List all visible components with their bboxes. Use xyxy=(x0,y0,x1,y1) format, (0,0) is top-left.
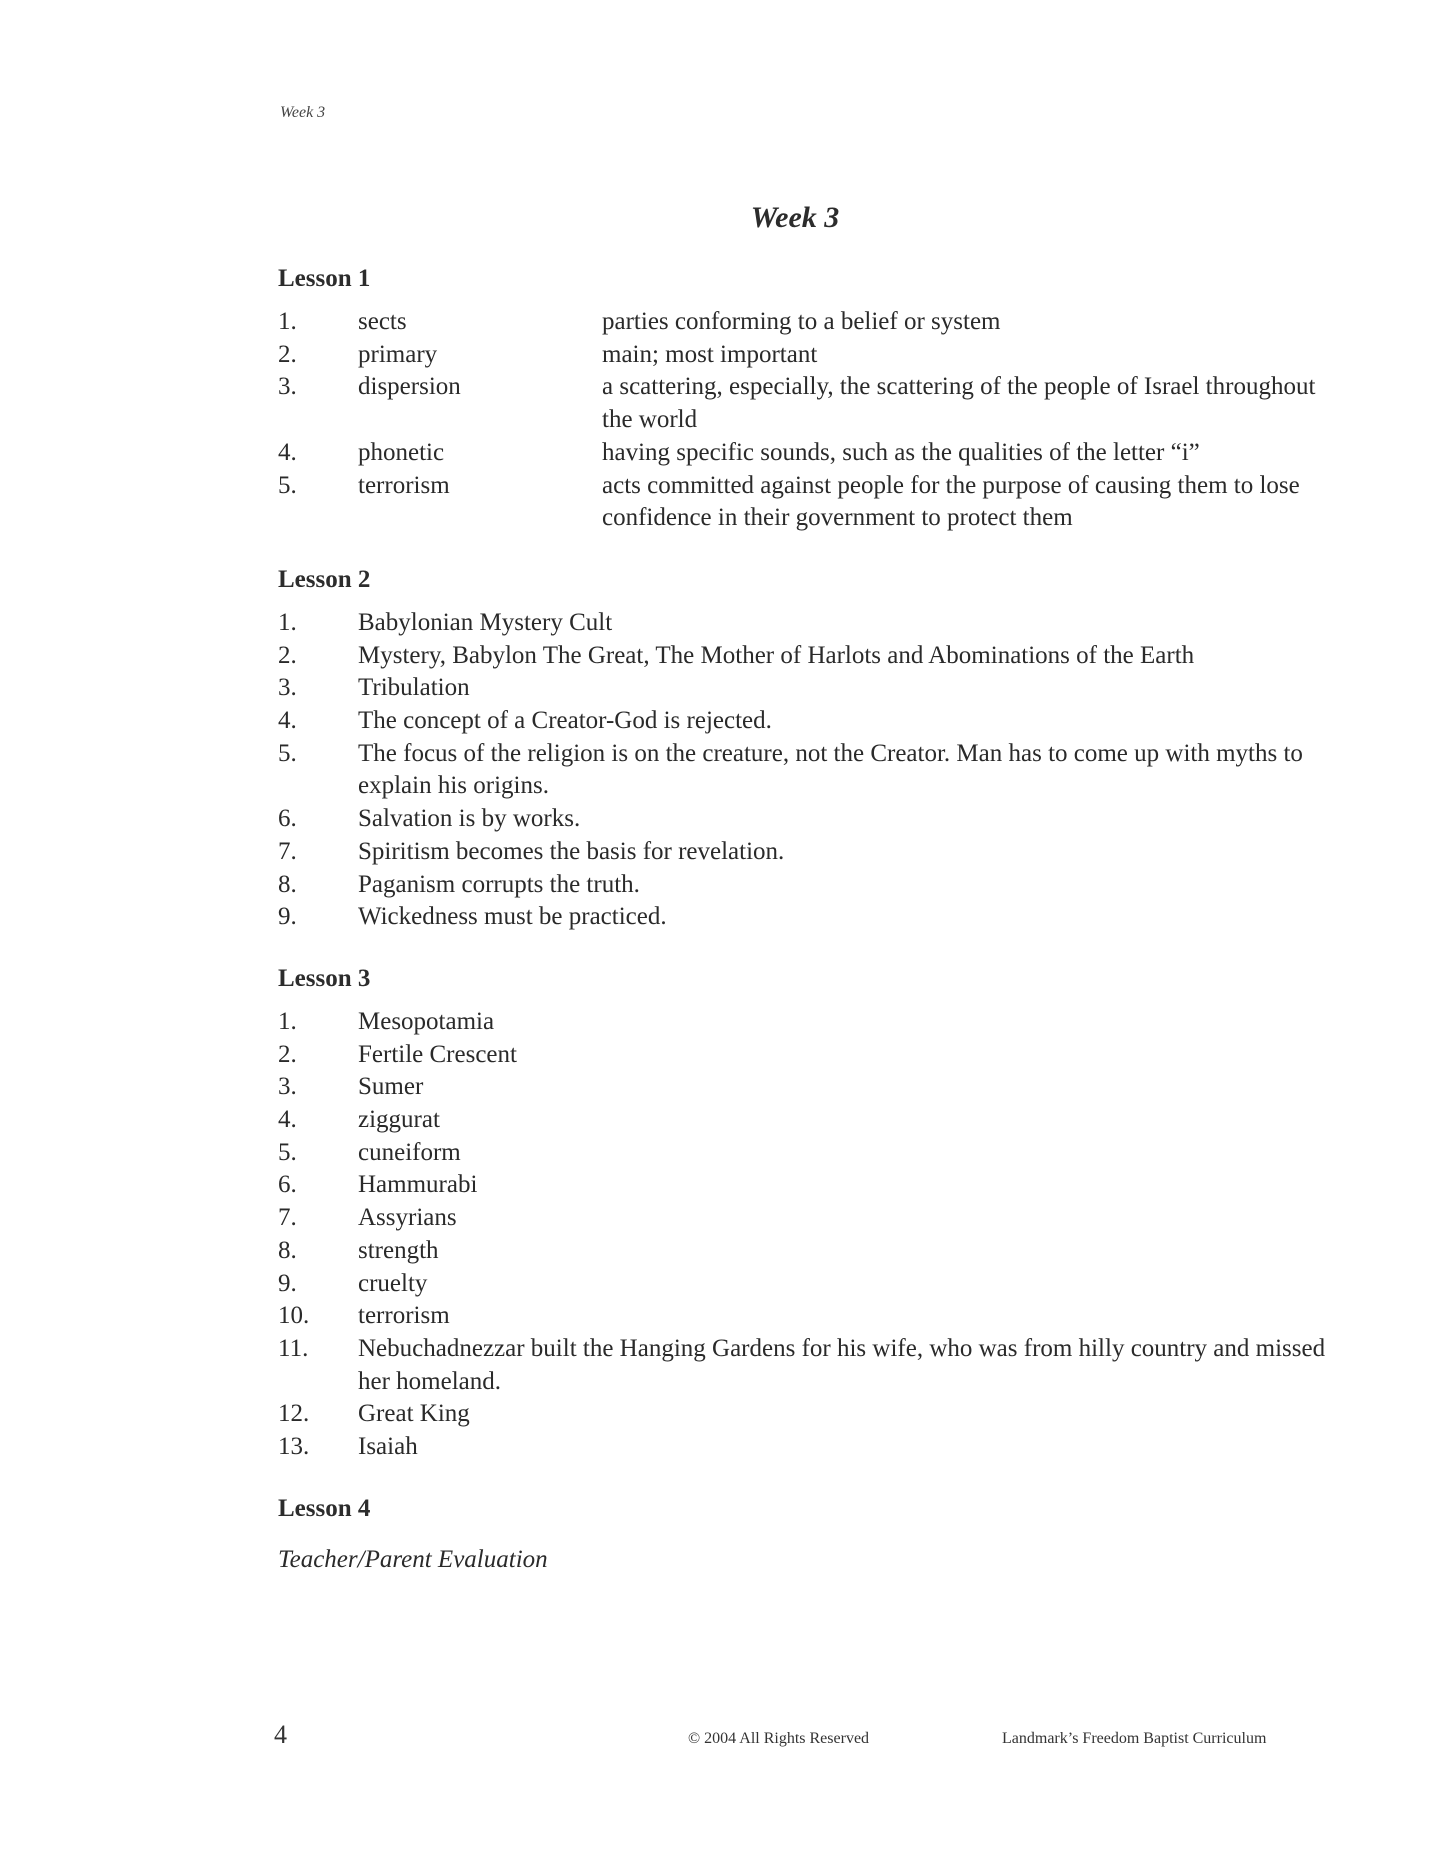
answer-row xyxy=(278,1398,1338,1431)
item-number: 5. xyxy=(278,1138,297,1166)
item-number: 3. xyxy=(278,674,297,702)
lesson-4-section xyxy=(278,1492,1338,1576)
vocab-definition: main; most important xyxy=(602,340,818,368)
lesson-1-vocab-list xyxy=(278,306,1338,535)
vocab-definition: a scattering, especially, the scattering of the people of Israel throughout the world xyxy=(602,373,1316,434)
vocab-row xyxy=(278,339,1338,372)
answer-text: Babylonian Mystery Cult xyxy=(358,608,613,636)
answer-row xyxy=(278,1431,1338,1464)
item-number: 1. xyxy=(278,1007,297,1035)
answer-row xyxy=(278,1006,1338,1039)
lesson-1-section xyxy=(278,262,1338,535)
item-number: 10. xyxy=(278,1302,310,1330)
item-number: 7. xyxy=(278,837,297,865)
item-number: 8. xyxy=(278,870,297,898)
answer-key-content xyxy=(278,262,1338,1604)
answer-text: Fertile Crescent xyxy=(358,1040,517,1068)
vocab-term: dispersion xyxy=(358,373,461,401)
answer-text: terrorism xyxy=(358,1302,450,1330)
answer-row xyxy=(278,836,1338,869)
item-number: 1. xyxy=(278,308,297,335)
answer-text: Paganism corrupts the truth. xyxy=(358,870,640,898)
answer-row xyxy=(278,672,1338,705)
answer-row xyxy=(278,1202,1338,1235)
answer-row xyxy=(278,901,1338,934)
answer-row xyxy=(278,869,1338,902)
answer-text: Tribulation xyxy=(358,674,470,702)
vocab-definition: having specific sounds, such as the qualities of the letter “i” xyxy=(602,438,1200,466)
answer-row xyxy=(278,1104,1338,1137)
answer-text: Great King xyxy=(358,1400,470,1428)
item-number: 13. xyxy=(278,1433,310,1461)
answer-row xyxy=(278,640,1338,673)
lesson-4-heading: Lesson 4 xyxy=(278,1494,371,1522)
page-number: 4 xyxy=(274,1720,287,1749)
item-number: 1. xyxy=(278,608,297,636)
vocab-term: terrorism xyxy=(358,471,450,499)
answer-row xyxy=(278,705,1338,738)
answer-row xyxy=(278,1300,1338,1333)
item-number: 8. xyxy=(278,1236,297,1264)
running-head: Week 3 xyxy=(280,104,326,121)
lesson-3-heading: Lesson 3 xyxy=(278,964,371,992)
item-number: 2. xyxy=(278,1040,297,1068)
answer-row xyxy=(278,1333,1338,1398)
vocab-row xyxy=(278,306,1338,339)
lesson-2-heading: Lesson 2 xyxy=(278,565,371,593)
vocab-term: sects xyxy=(358,308,407,335)
vocab-row xyxy=(278,437,1338,470)
item-number: 4. xyxy=(278,707,297,735)
answer-text: strength xyxy=(358,1236,439,1264)
lesson-2-answer-list xyxy=(278,607,1338,934)
item-number: 4. xyxy=(278,1106,297,1134)
answer-row xyxy=(278,1071,1338,1104)
answer-text: Spiritism becomes the basis for revelation. xyxy=(358,837,785,865)
answer-text: cruelty xyxy=(358,1269,428,1297)
item-number: 7. xyxy=(278,1204,297,1232)
answer-row xyxy=(278,607,1338,640)
answer-text: Mystery, Babylon The Great, The Mother of Harlots and Abominations of the Earth xyxy=(358,641,1195,669)
item-number: 11. xyxy=(278,1334,309,1362)
item-number: 5. xyxy=(278,471,297,499)
item-number: 2. xyxy=(278,641,297,669)
publisher-name: Landmark’s Freedom Baptist Curriculum xyxy=(1002,1730,1267,1747)
item-number: 12. xyxy=(278,1400,310,1428)
lesson-1-heading: Lesson 1 xyxy=(278,265,371,292)
answer-text: Hammurabi xyxy=(358,1171,478,1199)
answer-text: ziggurat xyxy=(358,1106,440,1134)
answer-text: Isaiah xyxy=(358,1433,418,1461)
lesson-3-section xyxy=(278,962,1338,1464)
answer-row xyxy=(278,1039,1338,1072)
answer-row xyxy=(278,738,1338,803)
answer-row xyxy=(278,1169,1338,1202)
answer-text: Wickedness must be practiced. xyxy=(358,903,667,931)
item-number: 9. xyxy=(278,903,297,931)
answer-text: Salvation is by works. xyxy=(358,805,581,833)
lesson-3-answer-list xyxy=(278,1006,1338,1464)
answer-row xyxy=(278,1235,1338,1268)
vocab-definition: acts committed against people for the purpose of causing them to lose confidence in their government to protect them xyxy=(602,471,1300,532)
item-number: 5. xyxy=(278,739,297,767)
answer-row xyxy=(278,1137,1338,1170)
item-number: 9. xyxy=(278,1269,297,1297)
vocab-row xyxy=(278,371,1338,436)
answer-text: cuneiform xyxy=(358,1138,461,1166)
item-number: 3. xyxy=(278,1073,297,1101)
answer-text: Assyrians xyxy=(358,1204,457,1232)
item-number: 6. xyxy=(278,805,297,833)
vocab-row xyxy=(278,470,1338,535)
vocab-term: primary xyxy=(358,340,438,368)
page-title: Week 3 xyxy=(750,201,840,234)
answer-text: Sumer xyxy=(358,1073,424,1101)
answer-text: Nebuchadnezzar built the Hanging Gardens for his wife, who was from hilly country and missed her homeland. xyxy=(358,1334,1326,1395)
item-number: 6. xyxy=(278,1171,297,1199)
item-number: 2. xyxy=(278,340,297,368)
lesson-2-section xyxy=(278,563,1338,934)
answer-row xyxy=(278,803,1338,836)
answer-text: Mesopotamia xyxy=(358,1007,495,1035)
lesson-4-evaluation-note: Teacher/Parent Evaluation xyxy=(278,1545,548,1573)
item-number: 4. xyxy=(278,438,297,466)
vocab-term: phonetic xyxy=(358,438,445,466)
copyright-notice: © 2004 All Rights Reserved xyxy=(688,1730,870,1747)
item-number: 3. xyxy=(278,373,297,401)
vocab-definition: parties conforming to a belief or system xyxy=(602,308,1001,335)
answer-text: The concept of a Creator-God is rejected. xyxy=(358,707,772,735)
answer-text: The focus of the religion is on the creature, not the Creator. Man has to come up with myths to explain his origins. xyxy=(358,739,1303,800)
answer-row xyxy=(278,1268,1338,1301)
